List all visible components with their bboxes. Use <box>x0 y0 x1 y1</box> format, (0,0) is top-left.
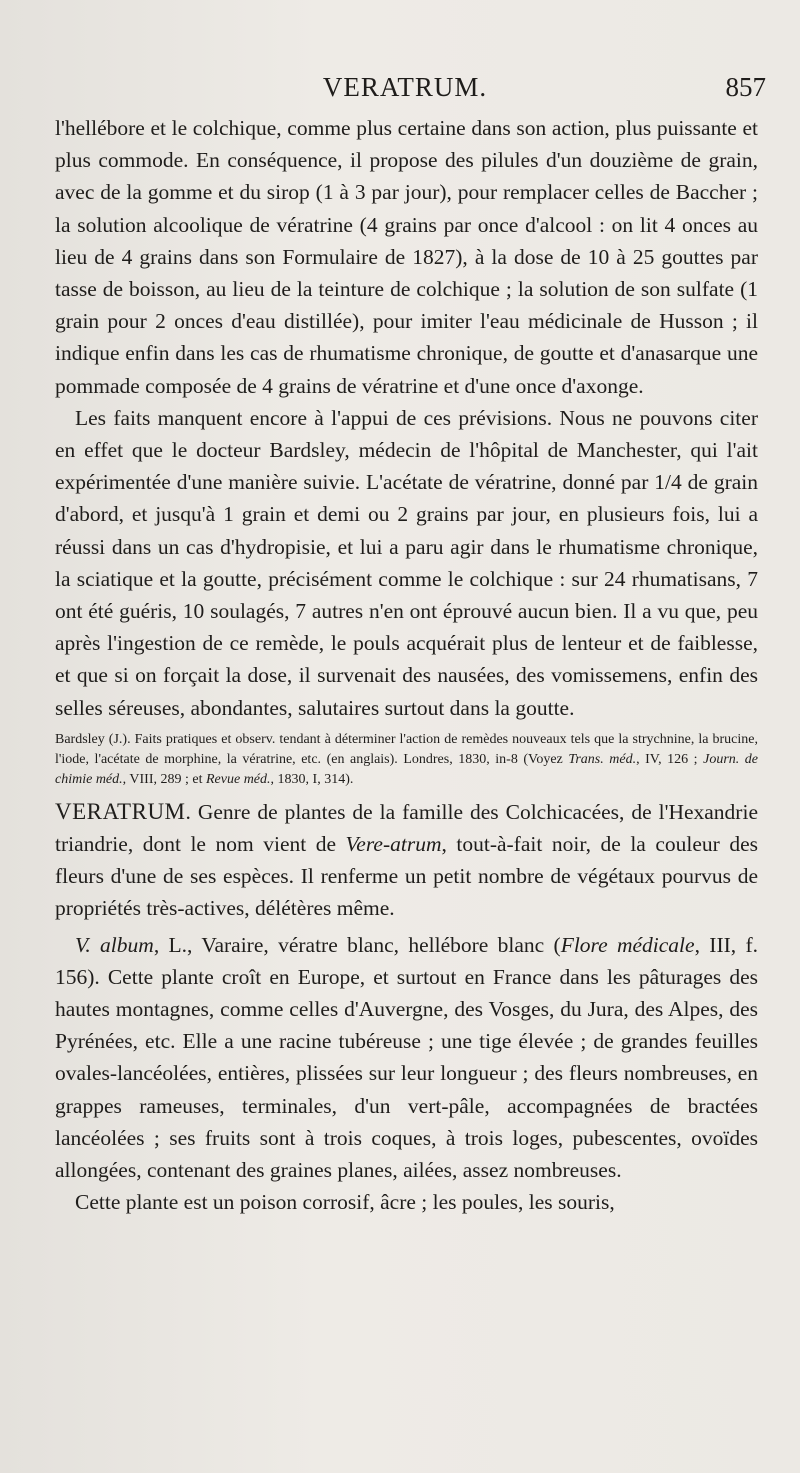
bibliographic-reference <box>55 730 758 790</box>
species-name: V. album <box>75 932 154 957</box>
reference-text: Bardsley (J.). Faits pratiques et observ. tendant à déterminer l'action de remèdes nouveaux tels que la strychnine, la brucine, l'iode, l'acétate de morphine, la vératrine, etc. (en anglais). Londres, 1830, in-8 (Voyez <box>55 731 758 767</box>
genus-etymology: Vere-atrum <box>345 832 442 857</box>
paragraph-continuation: l'hellébore et le colchique, comme plus certaine dans son action, plus puissante et plus commode. En conséquence, il propose des pilules d'un douzième de grain, avec de la gomme et du sirop (1 à 3 par jour), pour remplacer celles de Baccher ; la solution alcoolique de vératrine (4 grains par once d'alcool : on lit 4 onces au lieu de 4 grains dans son Formulaire de 1827), à la dose de 10 à 25 gouttes par tasse de boisson, au lieu de la teinture de colchique ; la solution de son sulfate (1 grain pour 2 onces d'eau distillée), pour imiter l'eau médicinale de Husson ; il indique enfin dans les cas de rhumatisme chronique, de goutte et d'anasarque une pommade composée de 4 grains de vératrine et d'une once d'axonge. <box>55 116 758 398</box>
reference-journal: Revue méd. <box>206 771 271 787</box>
species-text: , L., Varaire, vératre blanc, hellébore blanc ( <box>153 932 561 957</box>
reference-journal: Journ. de chimie méd. <box>55 751 759 787</box>
genus-text: . Genre de plantes de la famille des Colchicacées, de l'Hexandrie triandrie, dont le nom vient de <box>55 799 758 857</box>
reference-text: , VIII, 289 ; et <box>122 771 206 787</box>
page-number: 857 <box>725 72 766 102</box>
species-flore: Flore médicale <box>560 932 695 957</box>
genus-text: , tout-à-fait noir, de la couleur des fleurs d'une de ses espèces. Il renferme un petit nombre de végétaux pourvus de propriétés très-actives, délétères même. <box>55 832 758 921</box>
genus-name: VERATRUM <box>55 798 186 824</box>
species-entry <box>55 929 758 1187</box>
genus-entry <box>55 796 758 925</box>
page-body <box>55 112 758 1219</box>
species-text: , III, f. 156). Cette plante croît en Europe, et surtout en France dans les pâturages des hautes montagnes, comme celles d'Auvergne, des Vosges, du Jura, des Alpes, des Pyrénées, etc. Elle a une racine tubéreuse ; une tige élevée ; de grandes feuilles ovales-lancéolées, entières, plissées sur leur longueur ; des fleurs nombreuses, en grappes rameuses, terminales, d'un vert-pâle, accompagnées de bractées lancéolées ; ses fruits sont à trois coques, à trois loges, pubescentes, ovoïdes allongées, contenant des graines planes, ailées, assez nombreuses. <box>55 932 758 1183</box>
reference-text: , IV, 126 ; <box>636 751 704 767</box>
paragraph-bardsley: Les faits manquent encore à l'appui de ces prévisions. Nous ne pouvons citer en effet que le docteur Bardsley, médecin de l'hôpital de Manchester, qui l'ait expérimentée d'une manière suivie. L'acétate de vératrine, donné par 1/4 de grain d'abord, et jusqu'à 1 grain et demi ou 2 grains par jour, en plusieurs fois, lui a réussi dans un cas d'hydropisie, et lui a paru agir dans le rhumatisme chronique, la sciatique et la goutte, précisément comme le colchique : sur 24 rhumatisans, 7 ont été guéris, 10 soulagés, 7 autres n'en ont éprouvé aucun bien. Il a vu que, peu après l'ingestion de ce remède, le pouls acquérait plus de lenteur et de faiblesse, et que si on forçait la dose, il survenait des nausées, des vomissemens, enfin des selles séreuses, abondantes, salutaires surtout dans la goutte. <box>55 405 758 720</box>
running-head: VERATRUM. <box>322 72 488 102</box>
page-header <box>40 72 770 106</box>
reference-text: , 1830, I, 314). <box>270 771 354 787</box>
reference-journal: Trans. méd. <box>568 751 637 767</box>
paragraph-last-line: Cette plante est un poison corrosif, âcre ; les poules, les souris, <box>75 1190 615 1215</box>
